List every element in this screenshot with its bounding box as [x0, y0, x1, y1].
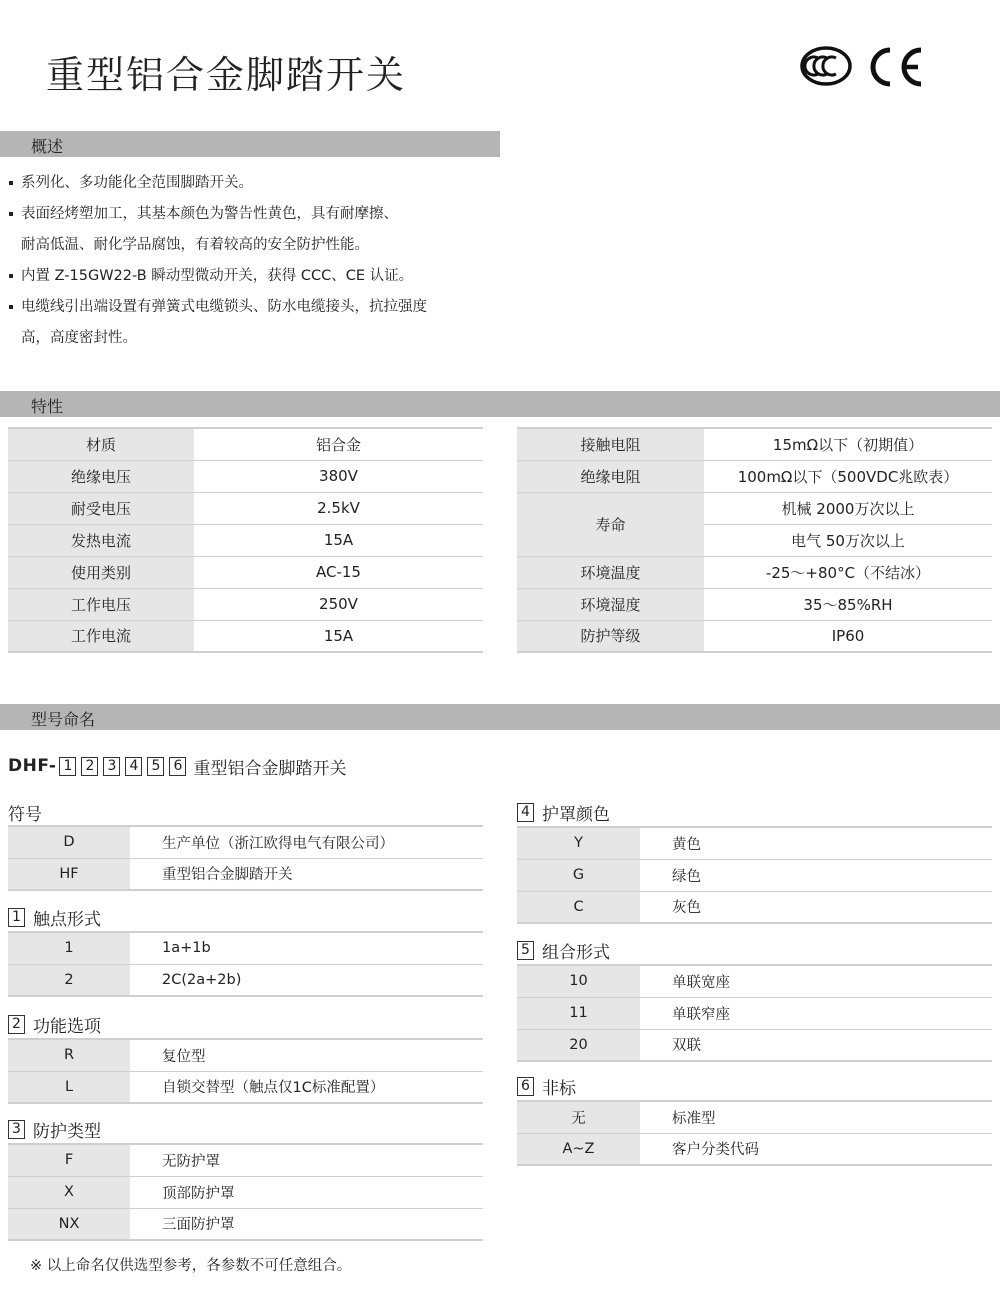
- spec-key: 使用类别: [8, 556, 194, 588]
- desc-cell: 灰色: [640, 891, 992, 923]
- table-row: [8, 588, 483, 620]
- function-table: [8, 1038, 483, 1104]
- spec-key: 绝缘电压: [8, 460, 194, 492]
- contact-form-table: [8, 931, 483, 997]
- group-title: 组合形式: [542, 942, 610, 963]
- group-number-box: 3: [8, 1120, 25, 1139]
- section-header-overview: [0, 131, 500, 157]
- protection-type-heading: [8, 1117, 101, 1141]
- overview-item: 表面经烤塑加工，其基本颜色为警告性黄色，具有耐摩擦、: [8, 199, 498, 230]
- overview-item: 内置 Z-15GW22-B 瞬动型微动开关，获得 CCC、CE 认证。: [8, 261, 498, 292]
- table-row: [8, 1144, 483, 1176]
- table-row: [8, 1176, 483, 1208]
- code-cell: 20: [517, 1029, 640, 1061]
- spec-value: AC-15: [194, 556, 483, 588]
- table-row: [8, 826, 483, 858]
- code-cell: Y: [517, 827, 640, 859]
- table-row: [517, 492, 992, 524]
- code-cell: L: [8, 1071, 130, 1103]
- code-cell: R: [8, 1039, 130, 1071]
- group-number-box: 1: [8, 908, 25, 927]
- desc-cell: 2C(2a+2b): [130, 964, 483, 996]
- table-row: [517, 1029, 992, 1061]
- code-cell: F: [8, 1144, 130, 1176]
- spec-key: 绝缘电阻: [517, 460, 704, 492]
- table-row: [8, 1208, 483, 1240]
- overview-item-continuation: 高，高度密封性。: [21, 330, 137, 346]
- code-cell: D: [8, 826, 130, 858]
- spec-value: 15A: [194, 620, 483, 652]
- code-cell: 10: [517, 965, 640, 997]
- model-slot-box: 3: [103, 757, 120, 776]
- code-cell: 1: [8, 932, 130, 964]
- model-slot-box: 4: [125, 757, 142, 776]
- model-slot-box: 5: [147, 757, 164, 776]
- code-cell: 2: [8, 964, 130, 996]
- certification-logos: [800, 44, 930, 90]
- footnote: ※ 以上命名仅供选型参考，各参数不可任意组合。: [30, 1258, 352, 1274]
- code-cell: G: [517, 859, 640, 891]
- desc-cell: 双联: [640, 1029, 992, 1061]
- combination-table: [517, 964, 992, 1062]
- code-cell: A~Z: [517, 1133, 640, 1165]
- ccc-mark-icon: [802, 48, 850, 84]
- table-row: [8, 428, 483, 460]
- table-row: [517, 620, 992, 652]
- spec-value: 15A: [194, 524, 483, 556]
- table-row: [8, 858, 483, 890]
- desc-cell: 自锁交替型（触点仅1C标准配置）: [130, 1071, 483, 1103]
- desc-cell: 单联窄座: [640, 997, 992, 1029]
- spec-value: -25～+80°C（不结冰）: [704, 556, 992, 588]
- table-row: [517, 556, 992, 588]
- spec-value: 35～85%RH: [704, 588, 992, 620]
- spec-key: 接触电阻: [517, 428, 704, 460]
- spec-value: 15mΩ以下（初期值）: [704, 428, 992, 460]
- group-number-box: 2: [8, 1015, 25, 1034]
- symbol-table: [8, 825, 483, 891]
- group-number-box: 4: [517, 803, 534, 822]
- cover-color-heading: [517, 800, 610, 824]
- ce-mark-icon: [873, 50, 921, 84]
- code-cell: HF: [8, 858, 130, 890]
- spec-value: IP60: [704, 620, 992, 652]
- table-row: [517, 891, 992, 923]
- table-row: [517, 997, 992, 1029]
- desc-cell: 生产单位（浙江欧得电气有限公司）: [130, 826, 483, 858]
- group-title: 护罩颜色: [542, 804, 610, 825]
- cover-color-table: [517, 826, 992, 924]
- spec-key: 耐受电压: [8, 492, 194, 524]
- desc-cell: 重型铝合金脚踏开关: [130, 858, 483, 890]
- spec-key: 工作电压: [8, 588, 194, 620]
- table-row: [8, 556, 483, 588]
- desc-cell: 绿色: [640, 859, 992, 891]
- contact-form-heading: [8, 905, 101, 929]
- desc-cell: 客户分类代码: [640, 1133, 992, 1165]
- model-slot-box: 1: [59, 757, 76, 776]
- desc-cell: 三面防护罩: [130, 1208, 483, 1240]
- table-row: [517, 965, 992, 997]
- nonstandard-table: [517, 1100, 992, 1166]
- section-header-features: [0, 391, 1000, 417]
- spec-key: 环境温度: [517, 556, 704, 588]
- table-row: [8, 460, 483, 492]
- model-name: 重型铝合金脚踏开关: [193, 758, 347, 779]
- section-title: 特性: [31, 397, 64, 416]
- code-cell: X: [8, 1176, 130, 1208]
- section-title: 型号命名: [31, 710, 96, 729]
- spec-value: 2.5kV: [194, 492, 483, 524]
- group-title: 触点形式: [33, 909, 101, 930]
- group-title: 防护类型: [33, 1121, 101, 1142]
- spec-value: 380V: [194, 460, 483, 492]
- code-cell: 11: [517, 997, 640, 1029]
- overview-item: 系列化、多功能化全范围脚踏开关。: [8, 168, 498, 199]
- desc-cell: 单联宽座: [640, 965, 992, 997]
- table-row: [8, 620, 483, 652]
- spec-value: 100mΩ以下（500VDC兆欧表）: [704, 460, 992, 492]
- model-code-line: [8, 755, 346, 777]
- table-row: [517, 827, 992, 859]
- spec-key: 寿命: [517, 492, 704, 556]
- code-cell: 无: [517, 1101, 640, 1133]
- page-title: 重型铝合金脚踏开关: [46, 53, 407, 97]
- table-row: [8, 1039, 483, 1071]
- group-title: 符号: [8, 804, 42, 825]
- table-row: [8, 1071, 483, 1103]
- section-title: 概述: [31, 137, 64, 156]
- model-prefix: DHF-: [8, 756, 57, 776]
- table-row: [517, 588, 992, 620]
- table-row: [8, 964, 483, 996]
- table-row: [517, 859, 992, 891]
- code-cell: NX: [8, 1208, 130, 1240]
- table-row: [517, 460, 992, 492]
- section-header-naming: [0, 704, 1000, 730]
- symbol-heading: [8, 800, 42, 824]
- group-number-box: 6: [517, 1077, 534, 1096]
- function-heading: [8, 1012, 101, 1036]
- combination-heading: [517, 938, 610, 962]
- code-cell: C: [517, 891, 640, 923]
- spec-value: 电气 50万次以上: [704, 524, 992, 556]
- table-row: [517, 1101, 992, 1133]
- group-number-box: 5: [517, 941, 534, 960]
- desc-cell: 无防护罩: [130, 1144, 483, 1176]
- features-table-left: [8, 427, 483, 653]
- desc-cell: 1a+1b: [130, 932, 483, 964]
- table-row: [8, 492, 483, 524]
- desc-cell: 顶部防护罩: [130, 1176, 483, 1208]
- spec-key: 发热电流: [8, 524, 194, 556]
- spec-value: 机械 2000万次以上: [704, 492, 992, 524]
- group-title: 功能选项: [33, 1016, 101, 1037]
- table-row: [8, 524, 483, 556]
- spec-value: 铝合金: [194, 428, 483, 460]
- spec-value: 250V: [194, 588, 483, 620]
- protection-type-table: [8, 1143, 483, 1241]
- spec-key: 环境湿度: [517, 588, 704, 620]
- table-row: [8, 932, 483, 964]
- desc-cell: 黄色: [640, 827, 992, 859]
- table-row: [517, 428, 992, 460]
- spec-key: 防护等级: [517, 620, 704, 652]
- model-slot-box: 2: [81, 757, 98, 776]
- overview-item: 电缆线引出端设置有弹簧式电缆锁头、防水电缆接头，抗拉强度: [8, 292, 498, 323]
- overview-item-continuation: 耐高低温、耐化学品腐蚀，有着较高的安全防护性能。: [21, 237, 369, 253]
- features-table-right: [517, 427, 992, 653]
- model-slot-box: 6: [169, 757, 186, 776]
- spec-key: 工作电流: [8, 620, 194, 652]
- desc-cell: 复位型: [130, 1039, 483, 1071]
- desc-cell: 标准型: [640, 1101, 992, 1133]
- nonstandard-heading: [517, 1074, 576, 1098]
- group-title: 非标: [542, 1078, 576, 1099]
- table-row: [517, 1133, 992, 1165]
- spec-key: 材质: [8, 428, 194, 460]
- overview-list: [8, 168, 498, 354]
